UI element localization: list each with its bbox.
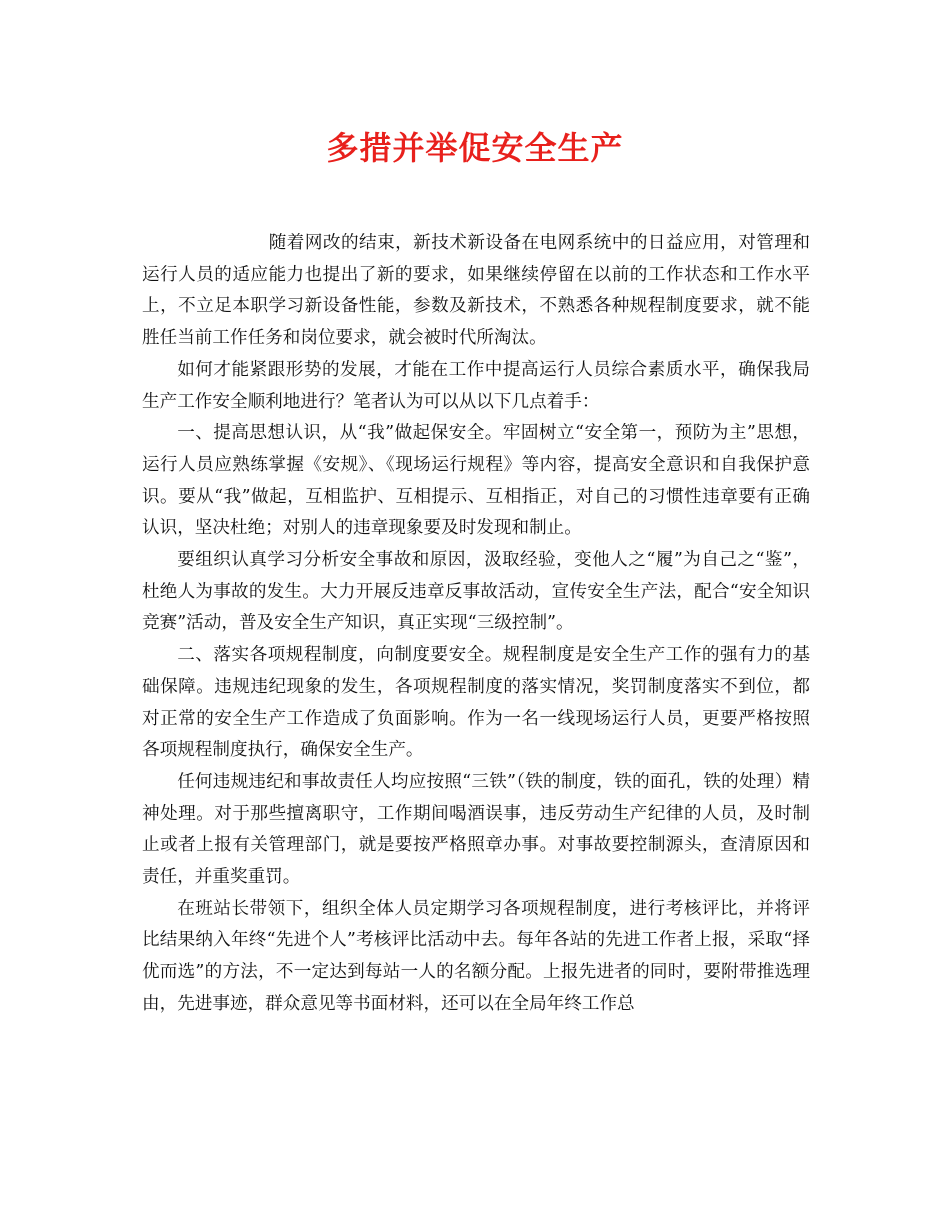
paragraph-question: 如何才能紧跟形势的发展，才能在工作中提高运行人员综合素质水平，确保我局生产工作安全顺利地进行？笔者认为可以从以下几点着手： (142, 359, 810, 412)
paragraph-accident-study: 要组织认真学习分析安全事故和原因，汲取经验，变他人之“履”为自己之“鉴”，杜绝人为事故的发生。大力开展反违章反事故活动，宣传安全生产法，配合“安全知识竞赛”活动，普及安全生产知识，真正实现“三级控制”。 (142, 550, 810, 634)
paragraph-evaluation: 在班站长带领下，组织全体人员定期学习各项规程制度，进行考核评比，并将评比结果纳入年终“先进个人”考核评比活动中去。每年各站的先进工作者上报，采取“择优而选”的方法，不一定达到每站一人的名额分配。上报先进者的同时，要附带推选理由，先进事迹，群众意见等书面材料，还可以在全局年终工作总 (142, 898, 810, 1014)
document-body (142, 228, 810, 1021)
paragraph-point-two: 二、落实各项规程制度，向制度要安全。规程制度是安全生产工作的强有力的基础保障。违规违纪现象的发生，各项规程制度的落实情况，奖罚制度落实不到位，都对正常的安全生产工作造成了负面影响。作为一名一线现场运行人员，更要严格按照各项规程制度执行，确保安全生产。 (142, 645, 810, 761)
document-title: 多措并举促安全生产 (326, 129, 624, 167)
paragraph-intro: 随着网改的结束，新技术新设备在电网系统中的日益应用，对管理和运行人员的适应能力也提出了新的要求，如果继续停留在以前的工作状态和工作水平上，不立足本职学习新设备性能，参数及新技术，不熟悉各种规程制度要求，就不能胜任当前工作任务和岗位要求，就会被时代所淘汰。 (142, 233, 810, 349)
paragraph-three-iron: 任何违规违纪和事故责任人均应按照“三铁”（铁的制度，铁的面孔，铁的处理）精神处理。对于那些擅离职守，工作期间喝酒误事，违反劳动生产纪律的人员，及时制止或者上报有关管理部门，就是要按严格照章办事。对事故要控制源头，查清原因和责任，并重奖重罚。 (142, 771, 810, 888)
paragraph-point-one: 一、提高思想认识，从“我”做起保安全。牢固树立“安全第一，预防为主”思想，运行人员应熟练掌握《安规》、《现场运行规程》等内容，提高安全意识和自我保护意识。要从“我”做起，互相监护、互相提示、互相指正，对自己的习惯性违章要有正确认识，坚决杜绝；对别人的违章现象要及时发现和制止。 (142, 423, 810, 539)
